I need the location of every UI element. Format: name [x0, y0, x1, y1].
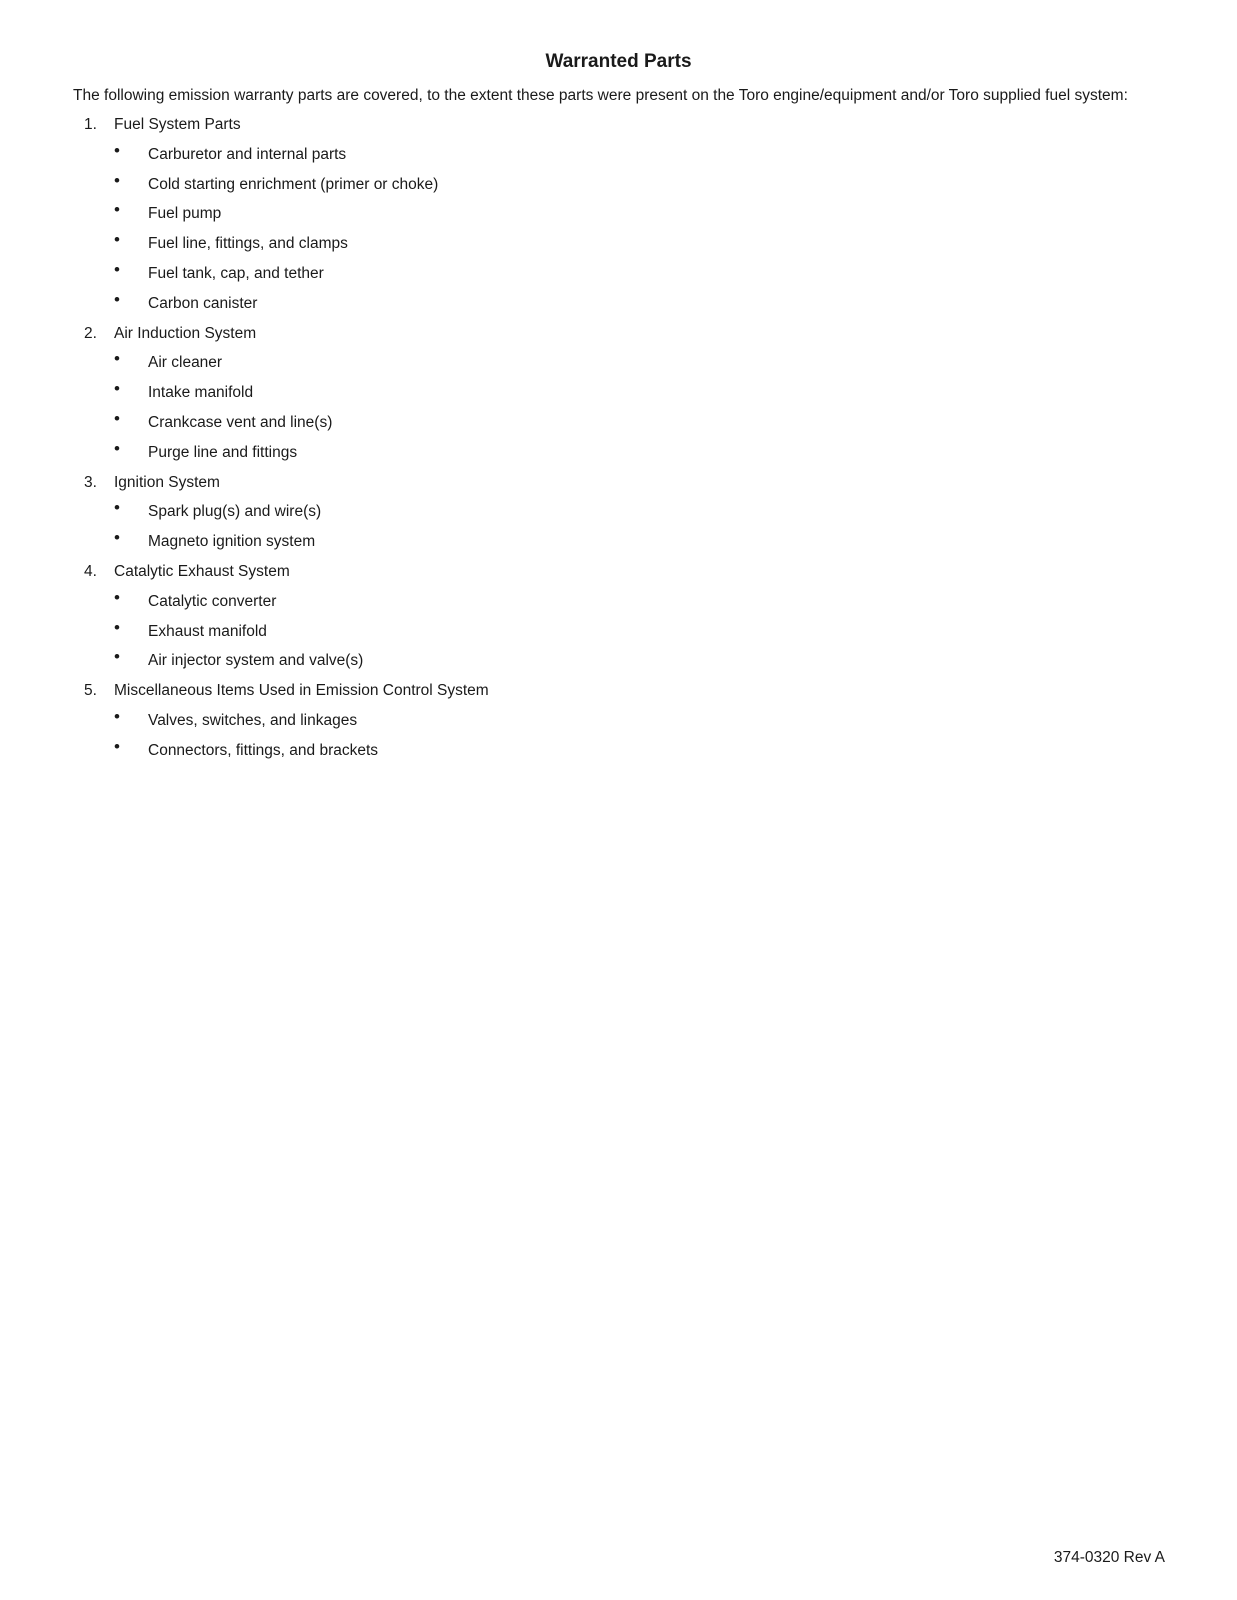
part-item-label: Fuel line, fittings, and clamps	[148, 235, 348, 253]
bullet-icon: •	[114, 408, 120, 428]
part-item-label: Intake manifold	[148, 384, 254, 402]
category-row	[0, 322, 1237, 352]
part-item-label: Cold starting enrichment (primer or choke)	[148, 175, 439, 193]
bullet-icon: •	[114, 200, 120, 220]
list-item	[0, 381, 1237, 411]
list-item	[0, 649, 1237, 679]
part-item-label: Spark plug(s) and wire(s)	[148, 503, 322, 521]
category-row	[0, 560, 1237, 590]
list-item	[0, 500, 1237, 530]
bullet-icon: •	[114, 230, 120, 250]
part-item-label: Carbon canister	[148, 294, 258, 312]
list-item	[0, 202, 1237, 232]
part-item-label: Fuel pump	[148, 205, 222, 223]
list-item	[0, 438, 1237, 471]
list-item	[0, 736, 1237, 769]
category-label: Miscellaneous Items Used in Emission Control System	[114, 682, 489, 700]
list-item	[0, 351, 1237, 381]
category-number: 5.	[84, 682, 97, 700]
category-row	[0, 471, 1237, 501]
part-item-label: Connectors, fittings, and brackets	[148, 741, 379, 759]
list-item	[0, 587, 1237, 620]
bullet-icon: •	[114, 647, 120, 667]
bullet-icon: •	[114, 438, 120, 458]
bullet-icon: •	[114, 349, 120, 369]
list-item	[0, 530, 1237, 560]
part-item-label: Valves, switches, and linkages	[148, 711, 358, 729]
category-label: Air Induction System	[114, 324, 257, 342]
part-item-label: Carburetor and internal parts	[148, 145, 347, 163]
bullet-icon: •	[114, 140, 120, 160]
part-item-label: Magneto ignition system	[148, 533, 316, 551]
part-item-label: Catalytic converter	[148, 592, 277, 610]
category-number: 2.	[84, 324, 97, 342]
bullet-icon: •	[114, 706, 120, 726]
part-item-label: Exhaust manifold	[148, 622, 267, 640]
part-item-label: Fuel tank, cap, and tether	[148, 264, 324, 282]
list-item	[0, 617, 1237, 650]
bullet-icon: •	[114, 259, 120, 279]
page-title: Warranted Parts	[545, 51, 692, 72]
category-number: 3.	[84, 473, 97, 491]
warranted-parts-list	[0, 113, 1237, 769]
category-row	[0, 679, 1237, 709]
list-item	[0, 140, 1237, 173]
bullet-icon: •	[114, 587, 120, 607]
intro-paragraph: The following emission warranty parts are covered, to the extent these parts were present on the Toro engine/equipment and/or Toro supplied fuel system:	[73, 87, 1128, 104]
document-number: 374-0320 Rev A	[1053, 1549, 1165, 1566]
bullet-icon: •	[114, 498, 120, 518]
list-item	[0, 408, 1237, 441]
bullet-icon: •	[114, 289, 120, 309]
list-item	[0, 289, 1237, 322]
category-label: Ignition System	[114, 473, 220, 491]
category-label: Fuel System Parts	[114, 116, 241, 133]
bullet-icon: •	[114, 528, 120, 548]
category-row	[0, 113, 1237, 143]
part-item-label: Air cleaner	[148, 354, 223, 372]
bullet-icon: •	[114, 736, 120, 756]
category-number: 4.	[84, 562, 97, 580]
list-item	[0, 259, 1237, 292]
list-item	[0, 170, 1237, 203]
category-label: Catalytic Exhaust System	[114, 562, 290, 580]
category-number: 1.	[84, 116, 97, 133]
bullet-icon: •	[114, 170, 120, 190]
list-item	[0, 232, 1237, 262]
list-item	[0, 706, 1237, 739]
part-item-label: Crankcase vent and line(s)	[148, 413, 333, 431]
bullet-icon: •	[114, 617, 120, 637]
part-item-label: Purge line and fittings	[148, 443, 298, 461]
bullet-icon: •	[114, 379, 120, 399]
part-item-label: Air injector system and valve(s)	[148, 652, 364, 670]
